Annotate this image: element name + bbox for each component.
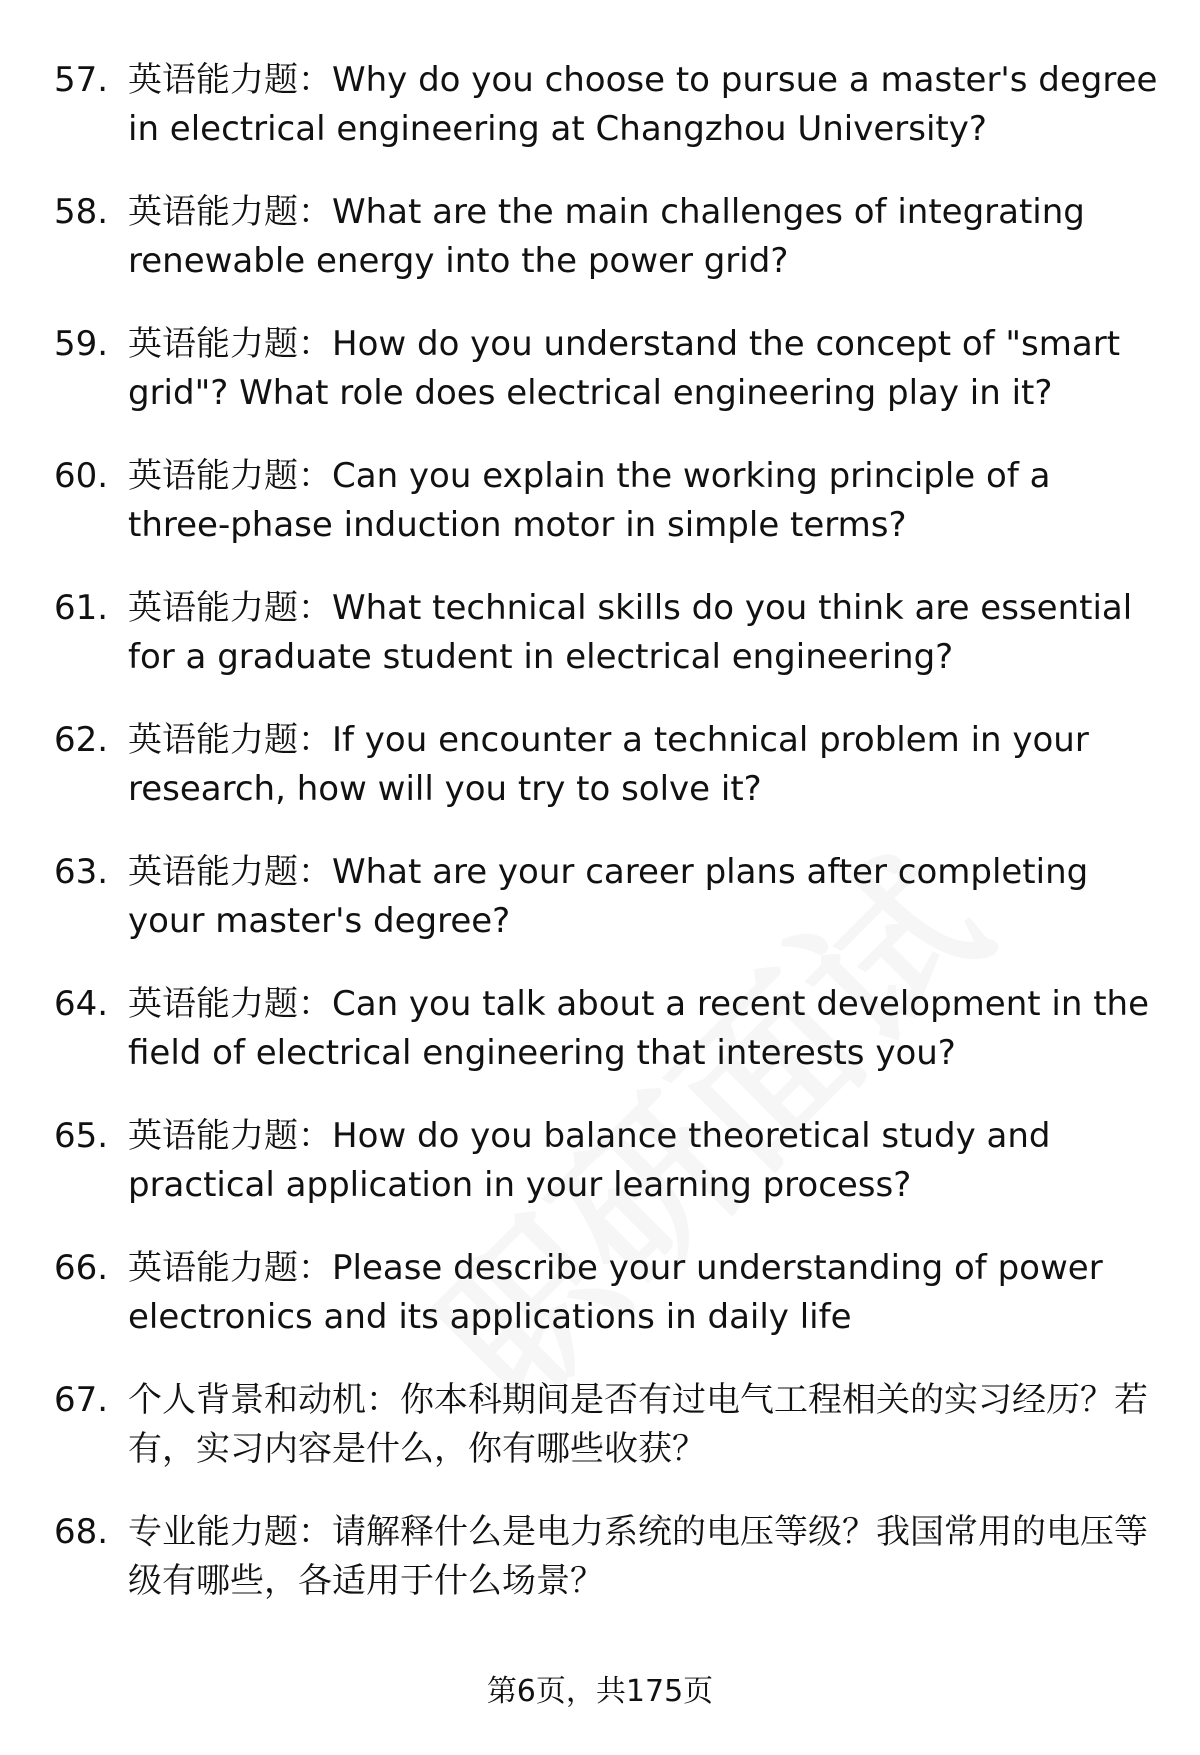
question-item [54, 1376, 1160, 1508]
question-number: 62. [54, 720, 109, 760]
question-text: 专业能力题：请解释什么是电力系统的电压等级？我国常用的电压等级有哪些，各适用于什么场景？ [128, 1512, 1148, 1601]
question-number: 60. [54, 456, 109, 496]
question-text: 英语能力题：What are the main challenges of integrating renewable energy into the power grid? [128, 192, 1085, 281]
question-item [54, 320, 1160, 452]
question-item [54, 452, 1160, 584]
question-text: 英语能力题：Why do you choose to pursue a master's degree in electrical engineering at Changzhou University? [128, 60, 1158, 149]
question-number: 65. [54, 1116, 109, 1156]
question-item [54, 584, 1160, 716]
question-number: 67. [54, 1380, 109, 1420]
question-number: 61. [54, 588, 109, 628]
question-item [54, 1508, 1160, 1640]
question-list [54, 56, 1160, 1640]
question-number: 58. [54, 192, 109, 232]
question-item [54, 1244, 1160, 1376]
question-text: 个人背景和动机：你本科期间是否有过电气工程相关的实习经历？若有，实习内容是什么，你有哪些收获？ [128, 1380, 1148, 1469]
question-text: 英语能力题：How do you balance theoretical study and practical application in your learning process? [128, 1116, 1051, 1205]
question-number: 63. [54, 852, 109, 892]
question-number: 57. [54, 60, 109, 100]
question-number: 59. [54, 324, 109, 364]
question-item [54, 980, 1160, 1112]
question-text: 英语能力题：Please describe your understanding of power electronics and its applications in daily life [128, 1248, 1103, 1337]
question-item [54, 188, 1160, 320]
question-number: 66. [54, 1248, 109, 1288]
question-item [54, 56, 1160, 188]
question-number: 68. [54, 1512, 109, 1552]
question-text: 英语能力题：What are your career plans after completing your master's degree? [128, 852, 1089, 941]
question-item [54, 848, 1160, 980]
question-text: 英语能力题：Can you explain the working principle of a three-phase induction motor in simple terms? [128, 456, 1051, 545]
page-number-footer: 第6页，共175页 [486, 1674, 714, 1709]
question-text: 英语能力题：If you encounter a technical problem in your research, how will you try to solve it? [128, 720, 1089, 809]
question-text: 英语能力题：Can you talk about a recent development in the field of electrical engineering that interests you? [128, 984, 1150, 1073]
question-item [54, 1112, 1160, 1244]
question-item [54, 716, 1160, 848]
question-number: 64. [54, 984, 109, 1024]
question-text: 英语能力题：How do you understand the concept of "smart grid"? What role does electrical engineering play in it? [128, 324, 1121, 413]
question-text: 英语能力题：What technical skills do you think are essential for a graduate student in electrical engineering? [128, 588, 1133, 677]
